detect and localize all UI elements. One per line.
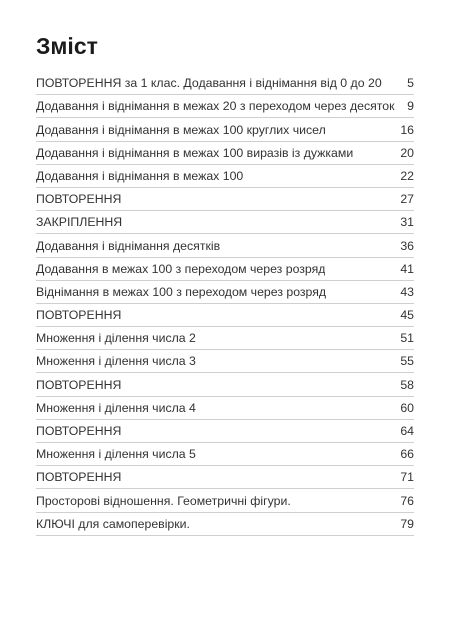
toc-entry-label: ПОВТОРЕННЯ [36,377,122,392]
toc-entry-page-number: 16 [400,122,414,137]
toc-entry[interactable] [36,397,414,420]
toc-entry-page-number: 27 [400,192,414,207]
toc-entry[interactable] [36,165,414,188]
toc-entry[interactable] [36,420,414,443]
toc-entry-label: Додавання і віднімання в межах 20 з переходом через десяток [36,99,395,114]
table-of-contents [36,72,414,536]
toc-entry-page-number: 55 [400,354,414,369]
toc-entry[interactable] [36,304,414,327]
toc-entry[interactable] [36,513,414,536]
toc-entry-label: Множення і ділення числа 2 [36,331,196,346]
toc-entry-page-number: 43 [400,284,414,299]
toc-entry-page-number: 58 [400,377,414,392]
toc-entry-label: ПОВТОРЕННЯ [36,424,122,438]
page-title: Зміст [36,33,98,59]
toc-entry-label: Додавання і віднімання десятків [36,238,221,253]
toc-entry-label: КЛЮЧІ для самоперевірки. [36,516,190,531]
toc-entry-page-number: 66 [400,447,414,462]
toc-entry-label: ПОВТОРЕННЯ [36,470,122,485]
toc-entry[interactable] [36,327,414,350]
toc-entry-page-number: 20 [400,145,414,160]
toc-entry-page-number: 79 [400,516,414,531]
toc-entry-label: Додавання в межах 100 з переходом через розряд [36,261,326,276]
toc-entry[interactable] [36,373,414,396]
toc-entry-label: Множення і ділення числа 5 [36,447,196,462]
toc-entry[interactable] [36,466,414,489]
toc-entry-label: Просторові відношення. Геометричні фігури. [36,493,291,508]
toc-entry[interactable] [36,350,414,373]
toc-entry[interactable] [36,211,414,234]
toc-entry[interactable] [36,258,414,281]
toc-entry[interactable] [36,234,414,257]
toc-entry[interactable] [36,142,414,165]
toc-entry-label: ПОВТОРЕННЯ [36,308,122,323]
toc-entry-page-number: 76 [400,493,414,508]
toc-entry-label: Додавання і віднімання в межах 100 виразів із дужками [36,145,354,160]
toc-entry-label: Віднімання в межах 100 з переходом через розряд [36,284,327,299]
toc-entry-page-number: 5 [407,76,414,91]
toc-entry-label: ПОВТОРЕННЯ [36,192,122,207]
toc-entry-label: Додавання і віднімання в межах 100 [36,168,244,183]
toc-entry-page-number: 64 [400,424,414,438]
toc-entry-page-number: 31 [400,215,414,230]
toc-entry[interactable] [36,95,414,118]
toc-entry-page-number: 51 [400,331,414,346]
toc-entry-label: Множення і ділення числа 3 [36,354,196,369]
toc-entry-page-number: 22 [400,168,414,183]
toc-entry-label: ЗАКРІПЛЕННЯ [36,215,123,230]
toc-entry[interactable] [36,281,414,304]
toc-entry-page-number: 36 [400,238,414,253]
toc-entry-label: Додавання і віднімання в межах 100 круглих чисел [36,122,326,137]
toc-entry-page-number: 9 [407,99,414,114]
toc-entry[interactable] [36,118,414,141]
toc-entry[interactable] [36,489,414,512]
toc-entry-page-number: 71 [400,470,414,485]
toc-entry[interactable] [36,443,414,466]
toc-entry[interactable] [36,72,414,95]
toc-entry-page-number: 60 [400,400,414,415]
toc-entry-label: Множення і ділення числа 4 [36,400,196,415]
toc-entry-label: ПОВТОРЕННЯ за 1 клас. Додавання і віднімання від 0 до 20 [36,76,382,91]
toc-entry-page-number: 45 [400,308,414,323]
toc-entry[interactable] [36,188,414,211]
toc-entry-page-number: 41 [400,261,414,276]
